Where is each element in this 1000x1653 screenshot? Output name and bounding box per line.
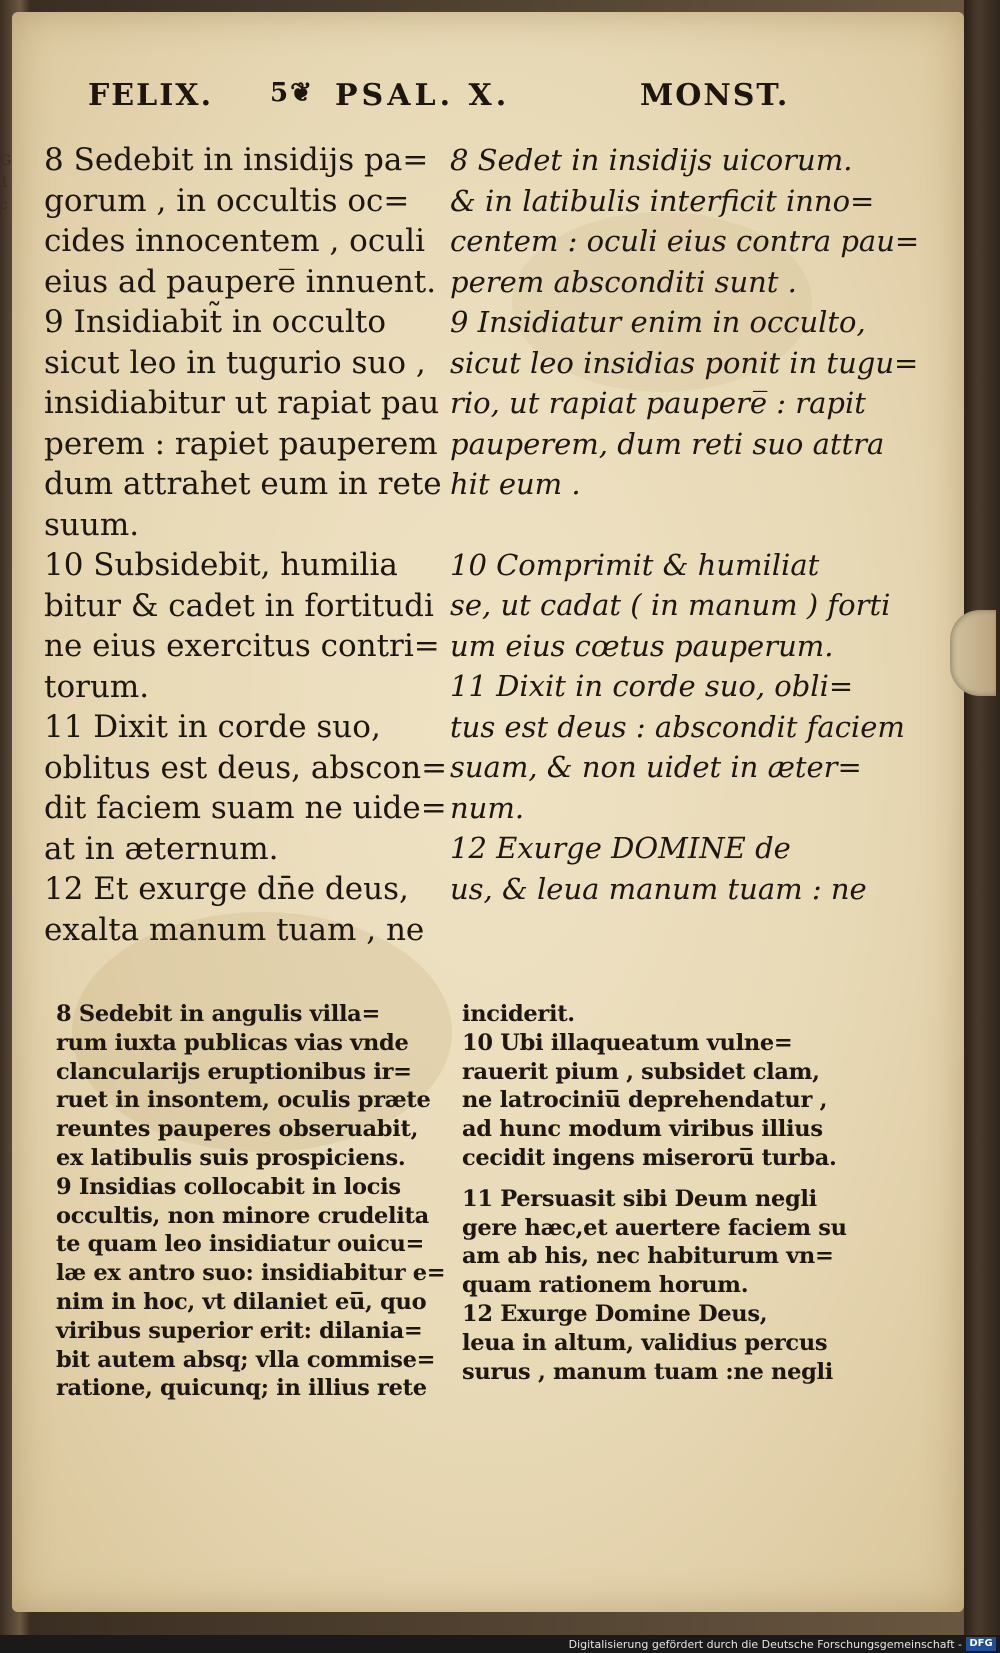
margin-marks: G 1 c	[0, 153, 12, 213]
page-edge	[964, 0, 1000, 1653]
text-line: ruet in insontem, oculis præte	[56, 1087, 431, 1114]
text-line: um eius cœtus pauperum.	[450, 628, 834, 663]
text-line: gorum , in occultis oc=	[44, 182, 410, 219]
text-line: cides innocentem , oculi	[44, 223, 425, 259]
header-left: FELIX.	[88, 78, 214, 113]
text-line: sicut leo in tugurio suo ,	[44, 344, 426, 381]
text-line: torum.	[44, 668, 150, 705]
text-line: 10 Comprimit & humiliat	[450, 547, 820, 582]
text-line: ratione, quicunq; in illius rete	[56, 1375, 427, 1402]
text-line: 10 Subsidebit, humilia	[44, 547, 398, 583]
text-line: dum attrahet eum in rete	[44, 466, 442, 502]
running-header	[80, 78, 800, 122]
text-line: rio, ut rapiat paupere̅ : rapit	[450, 386, 866, 420]
text-line: suum.	[44, 506, 140, 543]
text-line: insidiabitur ut rapiat pau	[44, 385, 440, 421]
text-line: 9 Insidiabit̃ in occulto	[44, 304, 387, 340]
text-line: 12 Exurge DOMINE de	[450, 831, 791, 865]
text-line: am ab his, nec habiturum vn=	[462, 1243, 834, 1270]
text-line: cecidit ingens miseroru̅ turba.	[462, 1144, 837, 1171]
text-line: ne latrociniu̅ deprehendatur ,	[462, 1087, 828, 1114]
text-line: sicut leo insidias ponit in tugu=	[450, 345, 919, 380]
commentary-left	[56, 1000, 446, 1403]
dfg-logo: DFG	[966, 1637, 996, 1651]
funding-credit: Digitalisierung gefördert durch die Deutsche Forschungsgemeinschaft -	[568, 1638, 962, 1651]
text-line: 12 Exurge Domine Deus,	[462, 1300, 768, 1327]
text-line: inciderit.	[462, 1001, 575, 1027]
text-line: 8 Sedet in insidijs uicorum.	[450, 143, 853, 177]
page-tab	[950, 610, 996, 696]
text-line: bit autem absq; vlla commise=	[56, 1346, 436, 1373]
text-line: suam, & non uidet in æter=	[450, 750, 862, 784]
text-line: occultis, non minore crudelita	[56, 1202, 429, 1229]
text-line: 10 Ubi illaqueatum vulne=	[462, 1029, 793, 1056]
text-line: pauperem, dum reti suo attra	[450, 426, 885, 461]
latin-text-left	[44, 140, 448, 950]
text-line: 8 Sedebit in angulis villa=	[56, 1001, 381, 1027]
text-line: perem : rapiet pauperem	[44, 425, 438, 462]
text-line: reuntes pauperes obseruabit,	[56, 1116, 419, 1143]
text-line: at in æternum.	[44, 830, 279, 867]
text-line: rum iuxta publicas vias vnde	[56, 1029, 409, 1056]
text-line: hit eum .	[450, 467, 581, 501]
text-line	[450, 505, 870, 545]
text-line: us, & leua manum tuam : ne	[450, 871, 867, 906]
header-ornament: 5❦	[270, 78, 314, 108]
text-line: ad hunc modum viribus illius	[462, 1116, 823, 1143]
text-line: 8 Sedebit in insidijs pa=	[44, 142, 429, 178]
text-line: 12 Et exurge dn̄e deus,	[44, 871, 409, 907]
text-line: nim in hoc, vt dilaniet eu̅, quo	[56, 1288, 427, 1315]
text-line: leua in altum, validius percus	[462, 1329, 828, 1356]
text-line: rauerit pium , subsidet clam,	[462, 1058, 820, 1085]
text-line: clancularijs eruptionibus ir=	[56, 1058, 412, 1085]
text-line: quam rationem horum.	[462, 1272, 749, 1299]
text-line: & in latibulis interficit inno=	[450, 183, 875, 218]
text-line: tus est deus : abscondit faciem	[450, 709, 905, 744]
text-line: læ ex antro suo: insidiabitur e=	[56, 1260, 446, 1287]
text-line: te quam leo insidiatur ouicu=	[56, 1231, 425, 1258]
commentary-right	[462, 1000, 862, 1386]
text-line: 9 Insidias collocabit in locis	[56, 1173, 401, 1200]
text-line: surus , manum tuam :ne negli	[462, 1358, 834, 1385]
text-line: se, ut cadat ( in manum ) forti	[450, 588, 891, 622]
text-line: bitur & cadet in fortitudi	[44, 587, 434, 624]
header-right: MONST.	[640, 78, 790, 113]
text-line: 11 Dixit in corde suo, obli=	[450, 669, 854, 703]
text-line	[462, 1173, 862, 1185]
text-line: 11 Dixit in corde suo,	[44, 709, 381, 745]
text-line: viribus superior erit: dilania=	[56, 1317, 423, 1344]
text-line: 9 Insidiatur enim in occulto,	[450, 305, 866, 339]
text-line: centem : oculi eius contra pau=	[450, 224, 920, 258]
text-line: oblitus est deus, abscon=	[44, 749, 448, 786]
text-line: ex latibulis suis prospiciens.	[56, 1144, 406, 1171]
header-psalm: PSAL. X.	[335, 78, 511, 113]
text-line: eius ad paupere̅ innuent.	[44, 263, 437, 300]
footer-bar	[0, 1635, 1000, 1653]
text-line: perem absconditi sunt .	[450, 264, 797, 299]
text-line: exalta manum tuam , ne	[44, 911, 425, 948]
text-line: 11 Persuasit sibi Deum negli	[462, 1185, 817, 1212]
latin-text-right	[450, 140, 920, 909]
text-line: gere hæc,et auertere faciem su	[462, 1214, 847, 1241]
text-line: dit faciem suam ne uide=	[44, 790, 447, 826]
text-line: num.	[450, 790, 525, 825]
text-line: ne eius exercitus contri=	[44, 628, 440, 664]
